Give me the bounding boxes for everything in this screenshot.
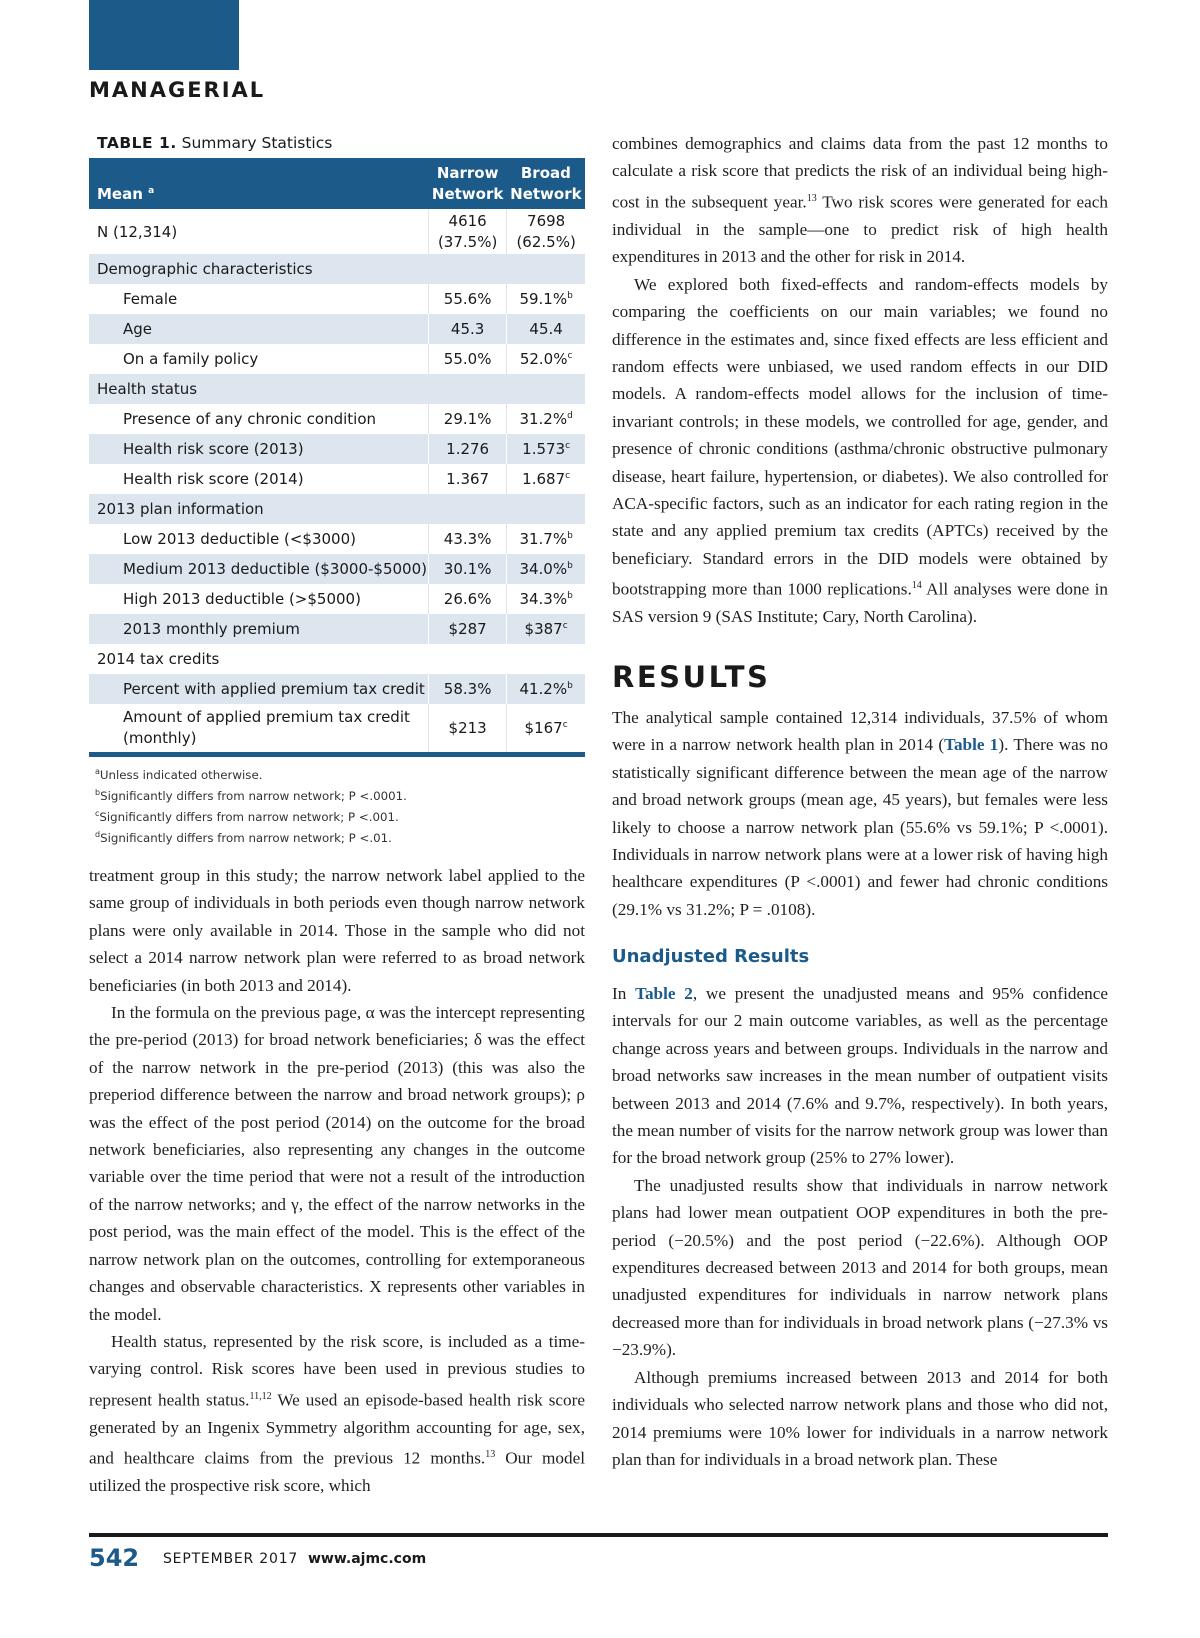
table-1-link[interactable]: Table 1 — [944, 735, 999, 755]
table-row: Age 45.3 45.4 — [89, 314, 585, 344]
page-number: 542 — [89, 1544, 140, 1572]
results-heading: RESULTS — [612, 660, 771, 694]
summary-statistics-table — [89, 132, 585, 847]
table-row: Female 55.6% 59.1%$^b$ — [89, 284, 585, 314]
table-group-demographic: Demographic characteristics — [89, 254, 585, 284]
table-header-row: Mean $^a$ Narrow Network Broad Network — [89, 158, 585, 209]
footer-rule — [89, 1533, 1108, 1537]
results-text — [612, 704, 1108, 923]
footnote: $^b$Significantly differs from narrow network; P <.0001. — [95, 787, 407, 803]
table-row: Medium 2013 deductible ($3000-$5000) 30.1% 34.0%$^b$ — [89, 554, 585, 584]
paragraph: The unadjusted results show that individuals in narrow network plans had lower mean outpatient OOP expenditures in both the pre-period (−20.5%) and the post period (−22.6%). Although OOP expenditures decreased between 2013 and 2014 for both groups, mean unadjusted expenditures for individuals in narrow network plans decreased more than for individuals in broad network plans (−27.3% vs −23.9%). — [612, 1175, 1108, 1360]
footnote: $^d$Significantly differs from narrow network; P <.01. — [95, 829, 392, 845]
paragraph: Although premiums increased between 2013 and 2014 for both individuals who selected narrow network plans and those who did not, 2014 premiums were 10% lower for individuals in a narrow network plan than for individuals in a broad network plan. These — [612, 1367, 1108, 1469]
left-column-text — [89, 862, 585, 1500]
table-group-plan: 2013 plan information — [89, 494, 585, 524]
footnote: $^a$Unless indicated otherwise. — [95, 767, 263, 782]
unadjusted-results-heading: Unadjusted Results — [612, 946, 810, 967]
table-row: High 2013 deductible (>$5000) 26.6% 34.3%$^b$ — [89, 584, 585, 614]
issue-date: SEPTEMBER 2017 — [163, 1551, 299, 1567]
footnote: $^c$Significantly differs from narrow network; P <.001. — [95, 808, 399, 824]
table-row: Health risk score (2014) 1.367 1.687$^c$ — [89, 464, 585, 494]
table-group-health: Health status — [89, 374, 585, 404]
table-row: Amount of applied premium tax credit (monthly) $213 $167$^c$ — [89, 704, 585, 752]
paragraph: combines demographics and claims data from the past 12 months to calculate a risk score that predicts the risk of an individual being high-cost in the subsequent year.$^{13}$ Two risk scores were generated for each individual in the sample—one to predict risk of high health expenditures in 2013 and the other for risk in 2014. — [612, 134, 1108, 267]
section-label: MANAGERIAL — [89, 78, 266, 102]
right-column-methods-text — [612, 130, 1108, 631]
table-row: On a family policy 55.0% 52.0%$^c$ — [89, 344, 585, 374]
journal-url[interactable]: www.ajmc.com — [308, 1551, 427, 1567]
header-color-block — [89, 0, 239, 70]
table-row: Health risk score (2013) 1.276 1.573$^c$ — [89, 434, 585, 464]
table-group-tax: 2014 tax credits — [89, 644, 585, 674]
paragraph: treatment group in this study; the narrow network label applied to the same group of individuals in both periods even though narrow network plans were only available in 2014. Those in the sample who did not select a 2014 narrow network plan were referred to as broad network beneficiaries (in both 2013 and 2014). — [89, 866, 585, 995]
table-row: Presence of any chronic condition 29.1% 31.2%$^d$ — [89, 404, 585, 434]
paragraph: We explored both fixed-effects and random-effects models by comparing the coefficients on our main variables; we found no difference in the estimates and, since fixed effects are less efficient and random effects were unbiased, we used random effects in our DID models. A random-effects model allows for the inclusion of time-invariant controls; in these models, we controlled for age, gender, and presence of chronic conditions (asthma/chronic obstructive pulmonary disease, heart failure, hypertension, or diabetes). We also controlled for ACA-specific factors, such as an indicator for each rating region in the state and any applied premium tax credits (APTCs) received by the beneficiary. Standard errors in the DID models were obtained by bootstrapping more than 1000 replications.$^{14}$ All analyses were done in SAS version 9 (SAS Institute; Cary, North Carolina). — [612, 274, 1108, 627]
table-2-link[interactable]: Table 2 — [635, 984, 693, 1003]
paragraph: Health status, represented by the risk score, is included as a time-varying control. Risk scores have been used in previous studies to represent health status.$^{11,12}$ We used an episode-based health risk score generated by an Ingenix Symmetry algorithm accounting for age, sex, and healthcare claims from the previous 12 months.$^{13}$ Our model utilized the prospective risk score, which — [89, 1331, 585, 1496]
table-row: Low 2013 deductible (<$3000) 43.3% 31.7%$^b$ — [89, 524, 585, 554]
table-title: TABLE 1. Summary Statistics — [97, 134, 333, 152]
paragraph: The analytical sample contained 12,314 individuals, 37.5% of whom were in a narrow network health plan in 2014 (Table 1). There was no statistically significant difference between the mean age of the narrow and broad network groups (mean age, 45 years), but females were less likely to choose a narrow network plan (55.6% vs 59.1%; P <.0001). Individuals in narrow network plans were at a lower risk of having high healthcare expenditures (P <.0001) and fewer had chronic conditions (29.1% vs 31.2%; P = .0108). — [612, 708, 1108, 919]
table-row: Percent with applied premium tax credit 58.3% 41.2%$^b$ — [89, 674, 585, 704]
unadjusted-results-text — [612, 980, 1108, 1473]
table-footnotes — [89, 757, 585, 847]
table-row-n: N (12,314) 4616 (37.5%) 7698 (62.5%) — [89, 209, 585, 254]
paragraph: In the formula on the previous page, α was the intercept representing the pre-period (2013) for broad network beneficiaries; δ was the effect of the narrow network in the pre-period (2013) (this was also the preperiod difference between the narrow and broad network groups); ρ was the effect of the post period (2014) on the outcome for the broad network beneficiaries, also representing any changes in the outcome variable over the time period that were not a result of the introduction of the narrow networks; and γ, the effect of the narrow networks in the post period, was the main effect of the model. This is the effect of the narrow network plan on the outcomes, controlling for extemporaneous changes and observable characteristics. X represents other variables in the model. — [89, 1003, 585, 1324]
paragraph: In Table 2, we present the unadjusted means and 95% confidence intervals for our 2 main outcome variables, as well as the percentage change across years and between groups. Individuals in the narrow and broad networks saw increases in the mean number of outpatient visits between 2013 and 2014 (7.6% and 9.7%, respectively). In both years, the mean number of visits for the narrow network group was lower than for the broad network group (25% to 27% lower). — [612, 984, 1108, 1168]
table-row: 2013 monthly premium $287 $387$^c$ — [89, 614, 585, 644]
